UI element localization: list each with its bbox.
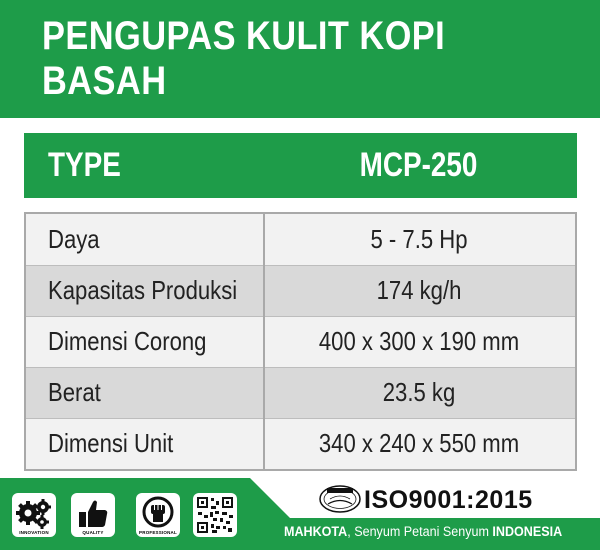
spec-row-dimensi-unit	[26, 418, 575, 469]
spec-value: 340 x 240 x 550 mm	[318, 428, 520, 458]
spec-label: Kapasitas Produksi	[48, 275, 238, 305]
page-title: PENGUPAS KULIT KOPI BASAH	[42, 14, 446, 103]
row-divider	[26, 265, 575, 266]
type-header-row	[24, 133, 577, 198]
quality-badge	[71, 493, 115, 537]
premium-seal-icon	[318, 484, 362, 514]
spec-value: 400 x 300 x 190 mm	[318, 326, 520, 356]
spec-label: Dimensi Unit	[48, 428, 174, 458]
title-banner	[0, 0, 600, 118]
innovation-badge	[12, 493, 56, 537]
type-value: MCP-250	[359, 146, 478, 184]
qr-code-icon	[193, 493, 237, 537]
qr-code-badge	[193, 493, 237, 537]
spec-row-berat	[26, 367, 575, 418]
spec-value: 23.5 kg	[382, 377, 456, 407]
spec-value: 5 - 7.5 Hp	[370, 224, 468, 254]
spec-label: Dimensi Corong	[48, 326, 207, 356]
spec-row-kapasitas	[26, 265, 575, 316]
badge-caption: QUALITY	[82, 530, 104, 535]
spec-label: Berat	[48, 377, 101, 407]
tagline-brand: MAHKOTA	[284, 524, 348, 539]
row-divider	[26, 418, 575, 419]
spec-row-dimensi-corong	[26, 316, 575, 367]
badge-caption: INNOVATION	[19, 530, 49, 535]
row-divider	[26, 367, 575, 368]
tagline-text: , Senyum Petani Senyum	[347, 524, 493, 539]
spec-label: Daya	[48, 224, 100, 254]
spec-table	[24, 212, 577, 471]
iso-certificate: ISO9001:2015	[364, 486, 533, 514]
row-divider	[26, 316, 575, 317]
spec-value: 174 kg/h	[376, 275, 462, 305]
professional-badge	[136, 493, 180, 537]
footer-tagline	[284, 522, 578, 542]
spec-row-daya	[26, 214, 575, 265]
tagline-country: INDONESIA	[492, 524, 563, 539]
type-label: TYPE	[48, 146, 121, 184]
column-divider	[263, 214, 265, 469]
badge-caption: PROFESSIONAL	[139, 530, 177, 535]
